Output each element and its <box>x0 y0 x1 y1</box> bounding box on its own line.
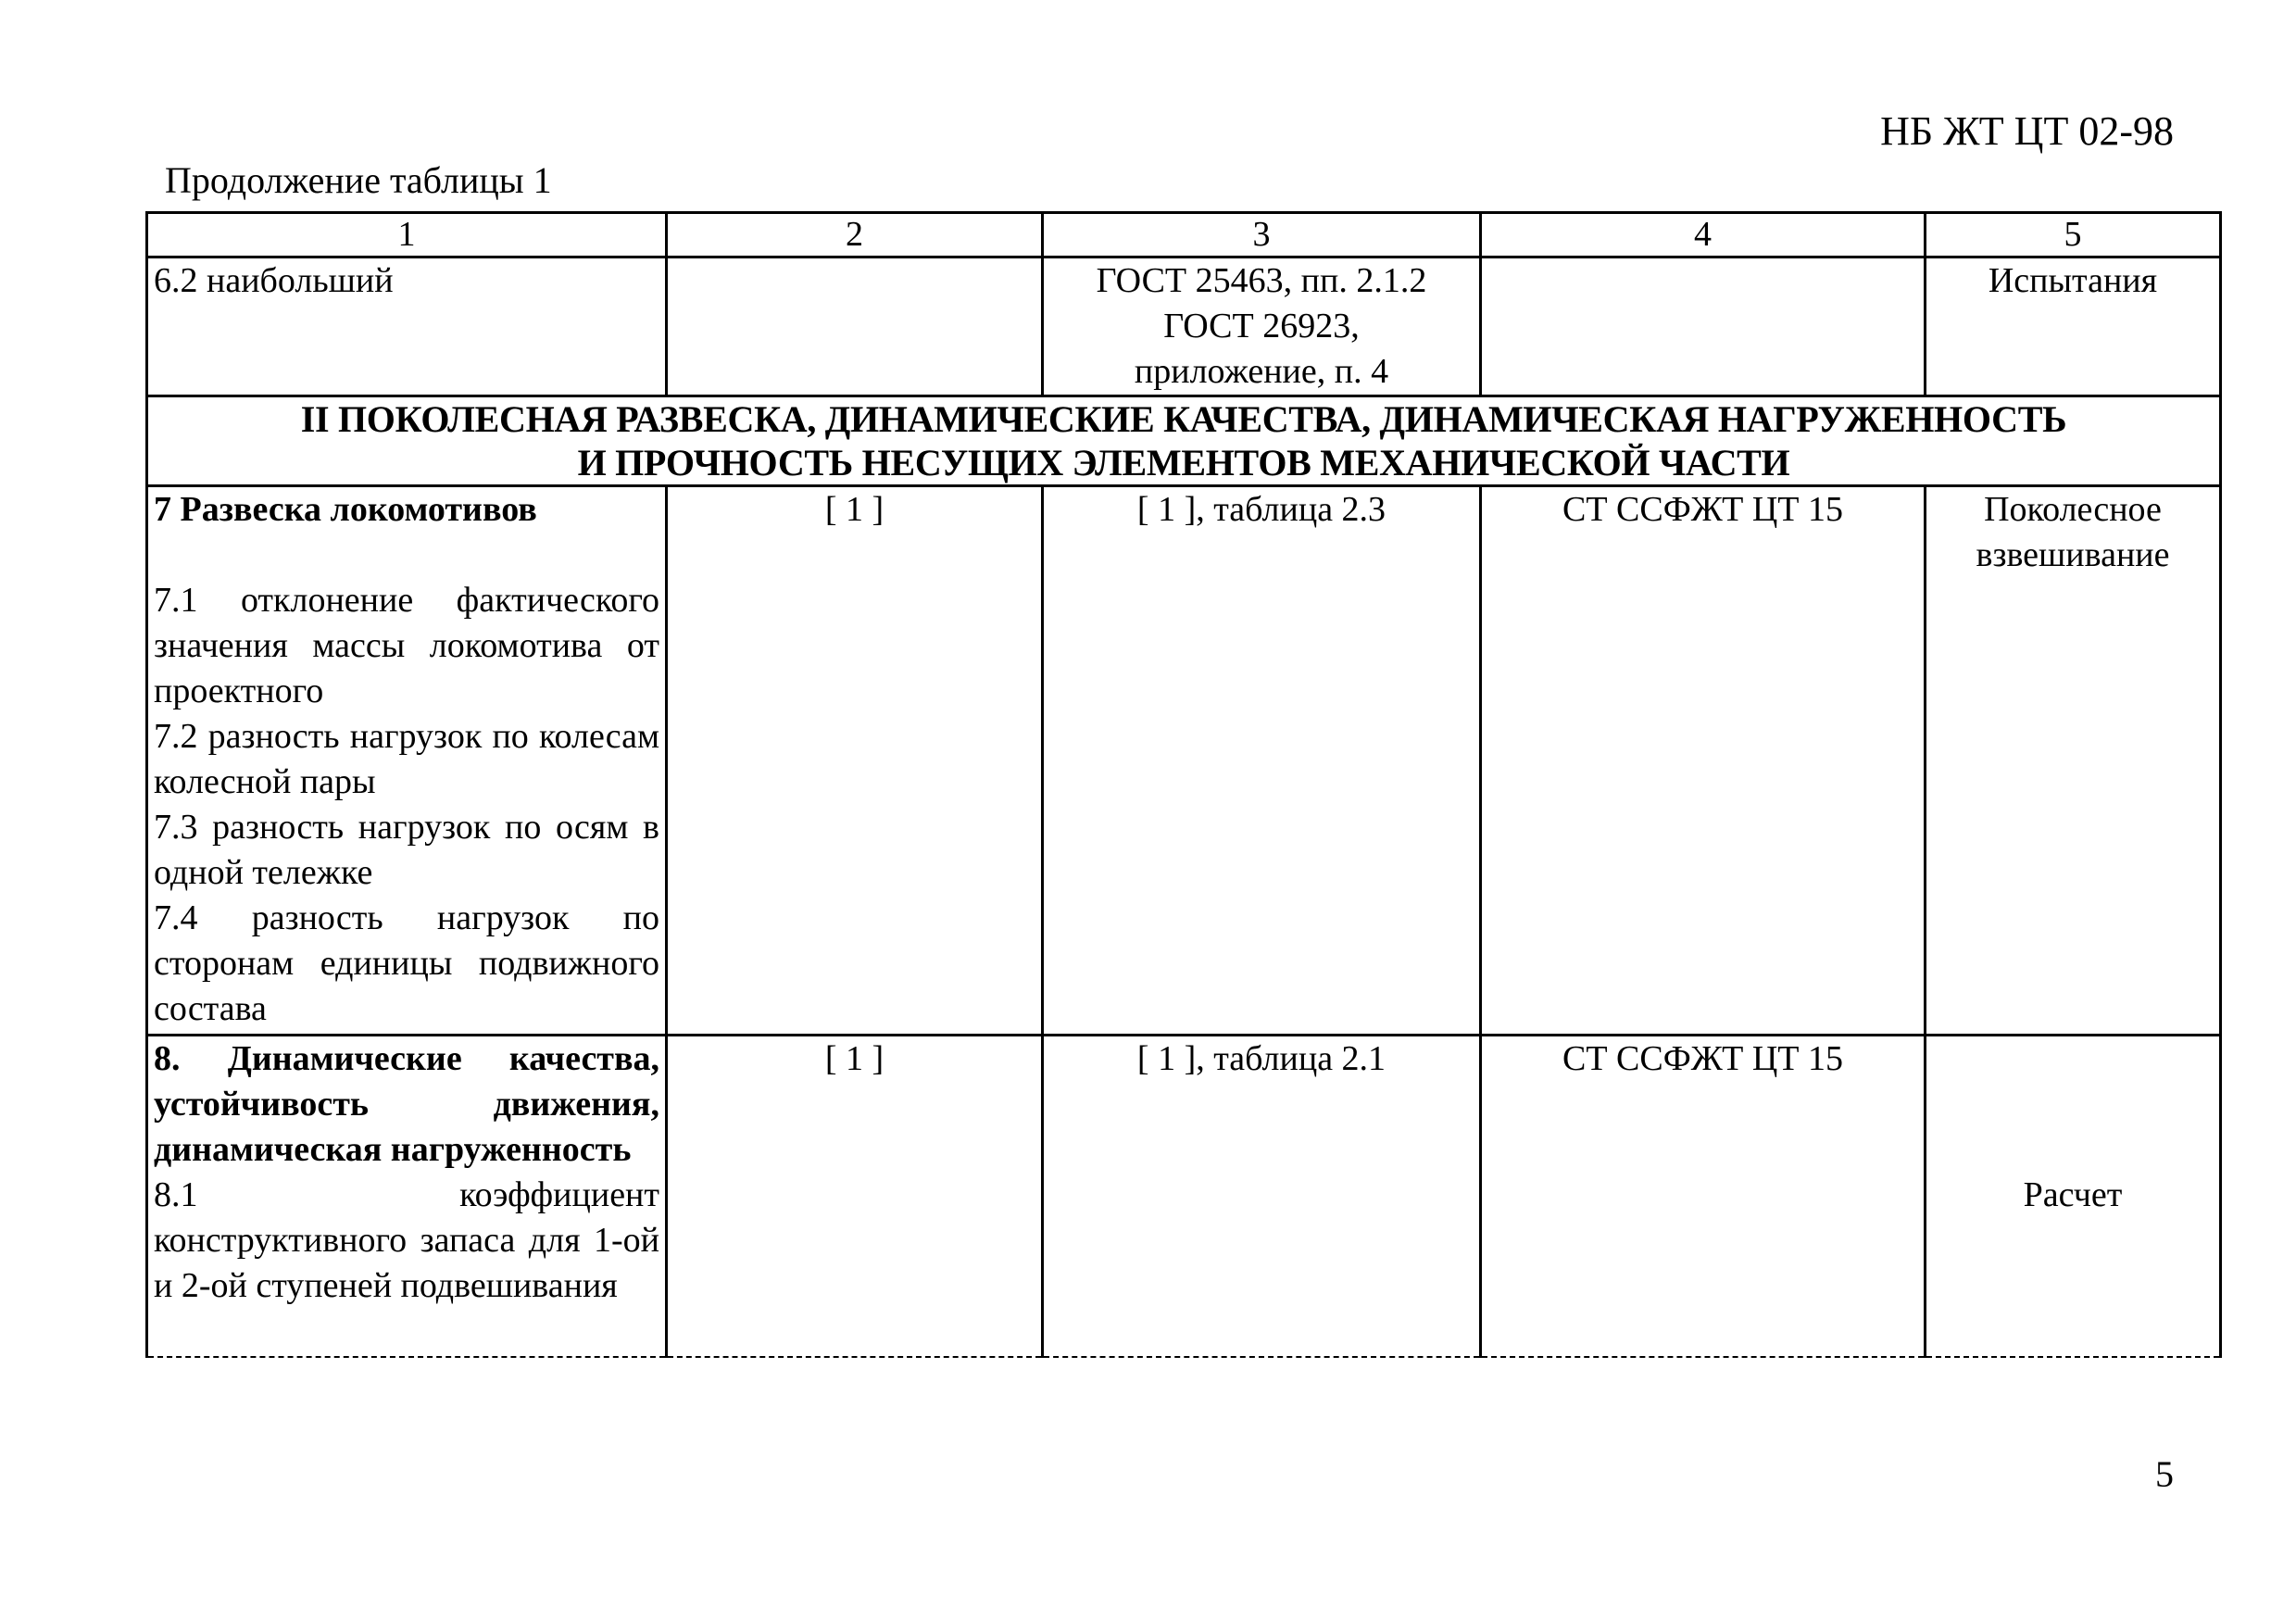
spacer <box>1932 1036 2214 1173</box>
standard-line: ГОСТ 26923, <box>1163 307 1360 345</box>
header-row <box>147 213 2221 257</box>
section-heading-line: II ПОКОЛЕСНАЯ РАЗВЕСКА, ДИНАМИЧЕСКИЕ КАЧЕСТВА, ДИНАМИЧЕСКАЯ НАГРУЖЕННОСТЬ <box>300 398 2067 440</box>
row-7-method-doc: СТ ССФЖТ ЦТ 15 <box>1481 486 1926 1036</box>
row-6-2-standards <box>1043 257 1481 396</box>
header-cell-2: 2 <box>667 213 1043 257</box>
section-heading-line: И ПРОЧНОСТЬ НЕСУЩИХ ЭЛЕМЕНТОВ МЕХАНИЧЕСКОЙ ЧАСТИ <box>577 442 1790 483</box>
document-code: НБ ЖТ ЦТ 02-98 <box>1880 108 2174 154</box>
standard-line: приложение, п. 4 <box>1134 352 1389 391</box>
row-7-reference: [ 1 ] <box>667 486 1043 1036</box>
row-8-item: 8.1 коэффициент конструктивного запаса для 1-ой и 2-ой ступеней подвешивания <box>154 1175 659 1305</box>
table-row <box>147 486 2221 1036</box>
standard-line: ГОСТ 25463, пп. 2.1.2 <box>1096 261 1427 300</box>
row-8-title: 8. Динамические качества, устойчивость движения, динамическая нагруженность <box>154 1039 659 1169</box>
header-cell-5: 5 <box>1926 213 2221 257</box>
row-8-standard: [ 1 ], таблица 2.1 <box>1043 1036 1481 1357</box>
page-number: 5 <box>2155 1453 2174 1495</box>
row-7-method <box>1926 486 2221 1036</box>
section-heading-row <box>147 396 2221 486</box>
row-7-standard: [ 1 ], таблица 2.3 <box>1043 486 1481 1036</box>
row-6-2-col4 <box>1481 257 1926 396</box>
row-7-title: 7 Развеска локомотивов <box>154 490 537 529</box>
method-line: Поколесное <box>1984 490 2162 529</box>
row-7-item: 7.3 разность нагрузок по осям в одной тележке <box>154 808 659 892</box>
row-6-2-col2 <box>667 257 1043 396</box>
section-heading <box>147 396 2221 486</box>
row-7-item: 7.1 отклонение фактического значения массы локомотива от проектного <box>154 581 659 710</box>
row-8-method: Расчет <box>2023 1175 2123 1214</box>
spacer <box>154 533 659 578</box>
row-7-item: 7.4 разность нагрузок по сторонам единицы подвижного состава <box>154 898 659 1028</box>
row-8-method-doc: СТ ССФЖТ ЦТ 15 <box>1481 1036 1926 1357</box>
requirements-table <box>145 211 2222 1358</box>
table-row <box>147 1036 2221 1357</box>
row-8-method-cell <box>1926 1036 2221 1357</box>
row-7-description <box>147 486 667 1036</box>
row-8-reference: [ 1 ] <box>667 1036 1043 1357</box>
table-row <box>147 257 2221 396</box>
header-cell-1: 1 <box>147 213 667 257</box>
row-7-item: 7.2 разность нагрузок по колесам колесной пары <box>154 717 659 801</box>
table-caption: Продолжение таблицы 1 <box>165 159 552 201</box>
row-6-2-name: 6.2 наибольший <box>147 257 667 396</box>
method-line: взвешивание <box>1976 535 2170 574</box>
row-8-description <box>147 1036 667 1357</box>
header-cell-4: 4 <box>1481 213 1926 257</box>
header-cell-3: 3 <box>1043 213 1481 257</box>
row-6-2-method: Испытания <box>1926 257 2221 396</box>
